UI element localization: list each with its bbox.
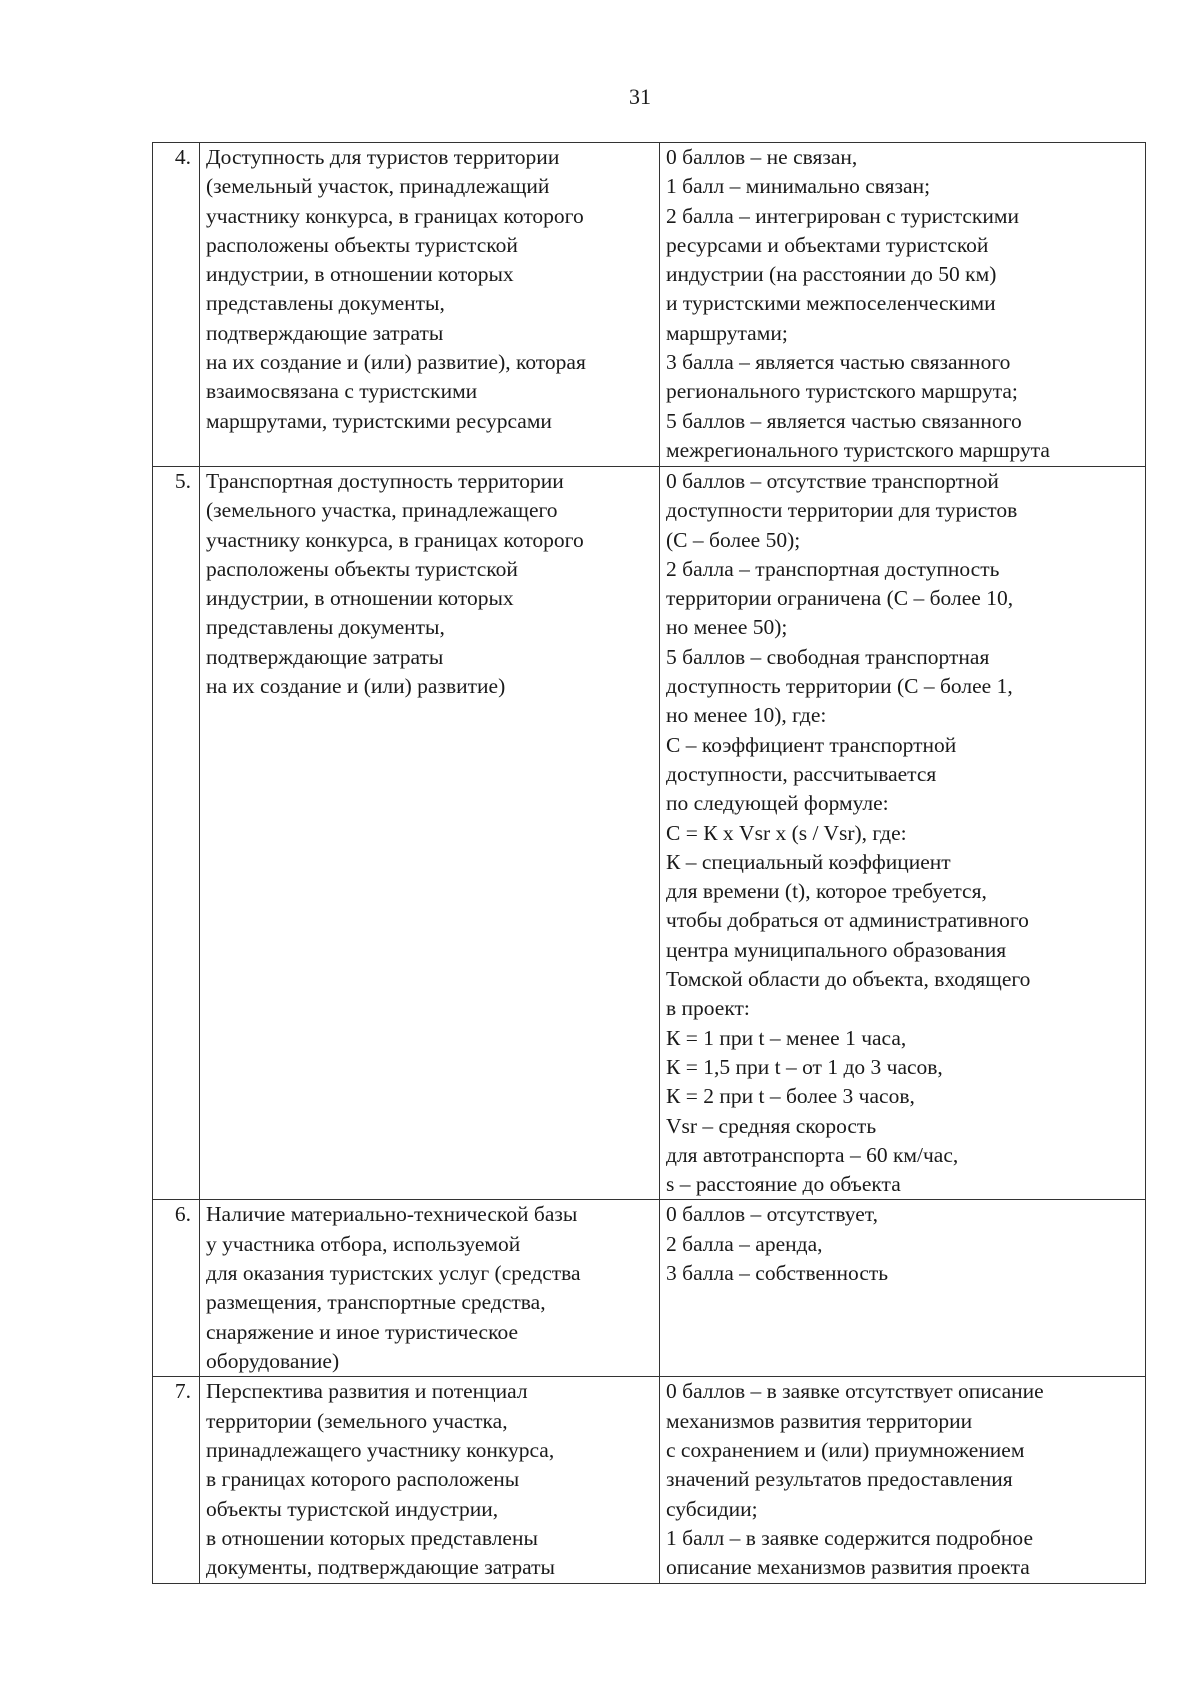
scoring-line: 3 балла – собственность: [666, 1261, 889, 1286]
scoring-line: и туристскими межпоселенческими: [666, 291, 996, 316]
criterion-line: Наличие материально-технической базы: [206, 1202, 578, 1227]
scoring-line: К = 1,5 при t – от 1 до 3 часов,: [666, 1054, 943, 1079]
criterion-line: представлены документы,: [206, 291, 445, 316]
scoring-line: по следующей формуле:: [666, 791, 889, 816]
table-row: [153, 1377, 1146, 1583]
scoring-line: межрегионального туристского маршрута: [666, 437, 1050, 462]
scoring-line: 0 баллов – отсутствует,: [666, 1202, 878, 1227]
criterion-line: участнику конкурса, в границах которого: [206, 203, 584, 228]
criterion-line: представлены документы,: [206, 615, 445, 640]
scoring-line: 2 балла – транспортная доступность: [666, 556, 1000, 581]
criterion-line: маршрутами, туристскими ресурсами: [206, 408, 552, 433]
scoring-line: описание механизмов развития проекта: [666, 1555, 1030, 1580]
scoring-line: К = 2 при t – более 3 часов,: [666, 1084, 915, 1109]
scoring-line: для времени (t), которое требуется,: [666, 879, 987, 904]
row-number: 4.: [153, 143, 200, 467]
criteria-table: [152, 142, 1146, 1584]
table-row: [153, 467, 1146, 1200]
scoring-line: чтобы добраться от административного: [666, 908, 1029, 933]
scoring-line: регионального туристского маршрута;: [666, 379, 1018, 404]
scoring-line: доступности, рассчитывается: [666, 761, 937, 786]
scoring-line: 3 балла – является частью связанного: [666, 350, 1011, 375]
criterion-line: размещения, транспортные средства,: [206, 1290, 546, 1315]
criterion-line: снаряжение и иное туристическое: [206, 1319, 519, 1344]
scoring-line: 1 балл – в заявке содержится подробное: [666, 1525, 1033, 1550]
table-row: [153, 143, 1146, 467]
criterion-cell: [200, 467, 660, 1200]
scoring-line: 5 баллов – является частью связанного: [666, 408, 1022, 433]
scoring-cell: [660, 143, 1146, 467]
scoring-line: механизмов развития территории: [666, 1408, 973, 1433]
criterion-line: в границах которого расположены: [206, 1467, 520, 1492]
criterion-cell: [200, 1200, 660, 1377]
criterion-line: Перспектива развития и потенциал: [206, 1379, 528, 1404]
scoring-line: в проект:: [666, 996, 750, 1021]
scoring-line: Vsr – средняя скорость: [666, 1113, 877, 1138]
criterion-line: взаимосвязана с туристскими: [206, 379, 478, 404]
scoring-cell: [660, 467, 1146, 1200]
scoring-line: но менее 10), где:: [666, 703, 827, 728]
scoring-line: 5 баллов – свободная транспортная: [666, 644, 990, 669]
criterion-line: объекты туристской индустрии,: [206, 1496, 499, 1521]
scoring-line: с сохранением и (или) приумножением: [666, 1438, 1025, 1463]
scoring-line: территории ограничена (С – более 10,: [666, 586, 1014, 611]
scoring-cell: [660, 1377, 1146, 1583]
scoring-line: 0 баллов – отсутствие транспортной: [666, 469, 999, 493]
criterion-line: расположены объекты туристской: [206, 232, 518, 257]
criterion-line: участнику конкурса, в границах которого: [206, 527, 584, 552]
criterion-cell: [200, 1377, 660, 1583]
scoring-line: 1 балл – минимально связан;: [666, 174, 931, 199]
scoring-line: s – расстояние до объекта: [666, 1172, 901, 1197]
scoring-line: центра муниципального образования: [666, 937, 1007, 962]
criterion-line: подтверждающие затраты: [206, 644, 444, 669]
scoring-line: индустрии (на расстоянии до 50 км): [666, 262, 997, 287]
criterion-line: оборудование): [206, 1348, 340, 1373]
scoring-line: 0 баллов – в заявке отсутствует описание: [666, 1379, 1044, 1404]
scoring-line: (С – более 50);: [666, 527, 801, 552]
page-number: 31: [629, 84, 651, 109]
scoring-line: для автотранспорта – 60 км/час,: [666, 1142, 959, 1167]
criterion-line: принадлежащего участнику конкурса,: [206, 1438, 555, 1463]
criterion-line: расположены объекты туристской: [206, 556, 518, 581]
scoring-line: но менее 50);: [666, 615, 788, 640]
criterion-line: документы, подтверждающие затраты: [206, 1555, 555, 1580]
scoring-line: доступность территории (С – более 1,: [666, 674, 1013, 699]
criterion-line: индустрии, в отношении которых: [206, 586, 514, 611]
criterion-line: (земельный участок, принадлежащий: [206, 174, 550, 199]
criterion-line: (земельного участка, принадлежащего: [206, 498, 558, 523]
scoring-line: 0 баллов – не связан,: [666, 145, 858, 169]
criterion-line: территории (земельного участка,: [206, 1408, 508, 1433]
criteria-table-body: [153, 143, 1146, 1584]
scoring-cell: [660, 1200, 1146, 1377]
row-number: 7.: [153, 1377, 200, 1583]
scoring-line: 2 балла – интегрирован с туристскими: [666, 203, 1019, 228]
scoring-line: С = К х Vsr х (s / Vsr), где:: [666, 820, 907, 845]
scoring-line: К = 1 при t – менее 1 часа,: [666, 1025, 907, 1050]
scoring-line: 2 балла – аренда,: [666, 1231, 823, 1256]
criterion-line: у участника отбора, используемой: [206, 1231, 521, 1256]
criterion-line: индустрии, в отношении которых: [206, 262, 514, 287]
criterion-cell: [200, 143, 660, 467]
scoring-line: субсидии;: [666, 1496, 758, 1521]
scoring-line: доступности территории для туристов: [666, 498, 1018, 523]
criterion-line: в отношении которых представлены: [206, 1525, 538, 1550]
scoring-line: маршрутами;: [666, 320, 788, 345]
scoring-line: К – специальный коэффициент: [666, 849, 951, 874]
row-number: 5.: [153, 467, 200, 1200]
table-row: [153, 1200, 1146, 1377]
row-number: 6.: [153, 1200, 200, 1377]
criterion-line: на их создание и (или) развитие): [206, 674, 506, 699]
scoring-line: ресурсами и объектами туристской: [666, 232, 989, 257]
criterion-line: Транспортная доступность территории: [206, 469, 564, 493]
scoring-line: С – коэффициент транспортной: [666, 732, 957, 757]
scoring-line: значений результатов предоставления: [666, 1467, 1013, 1492]
criterion-line: Доступность для туристов территории: [206, 145, 560, 169]
criterion-line: подтверждающие затраты: [206, 320, 444, 345]
criterion-line: для оказания туристских услуг (средства: [206, 1261, 581, 1286]
criterion-line: на их создание и (или) развитие), которая: [206, 350, 586, 375]
scoring-line: Томской области до объекта, входящего: [666, 967, 1031, 992]
